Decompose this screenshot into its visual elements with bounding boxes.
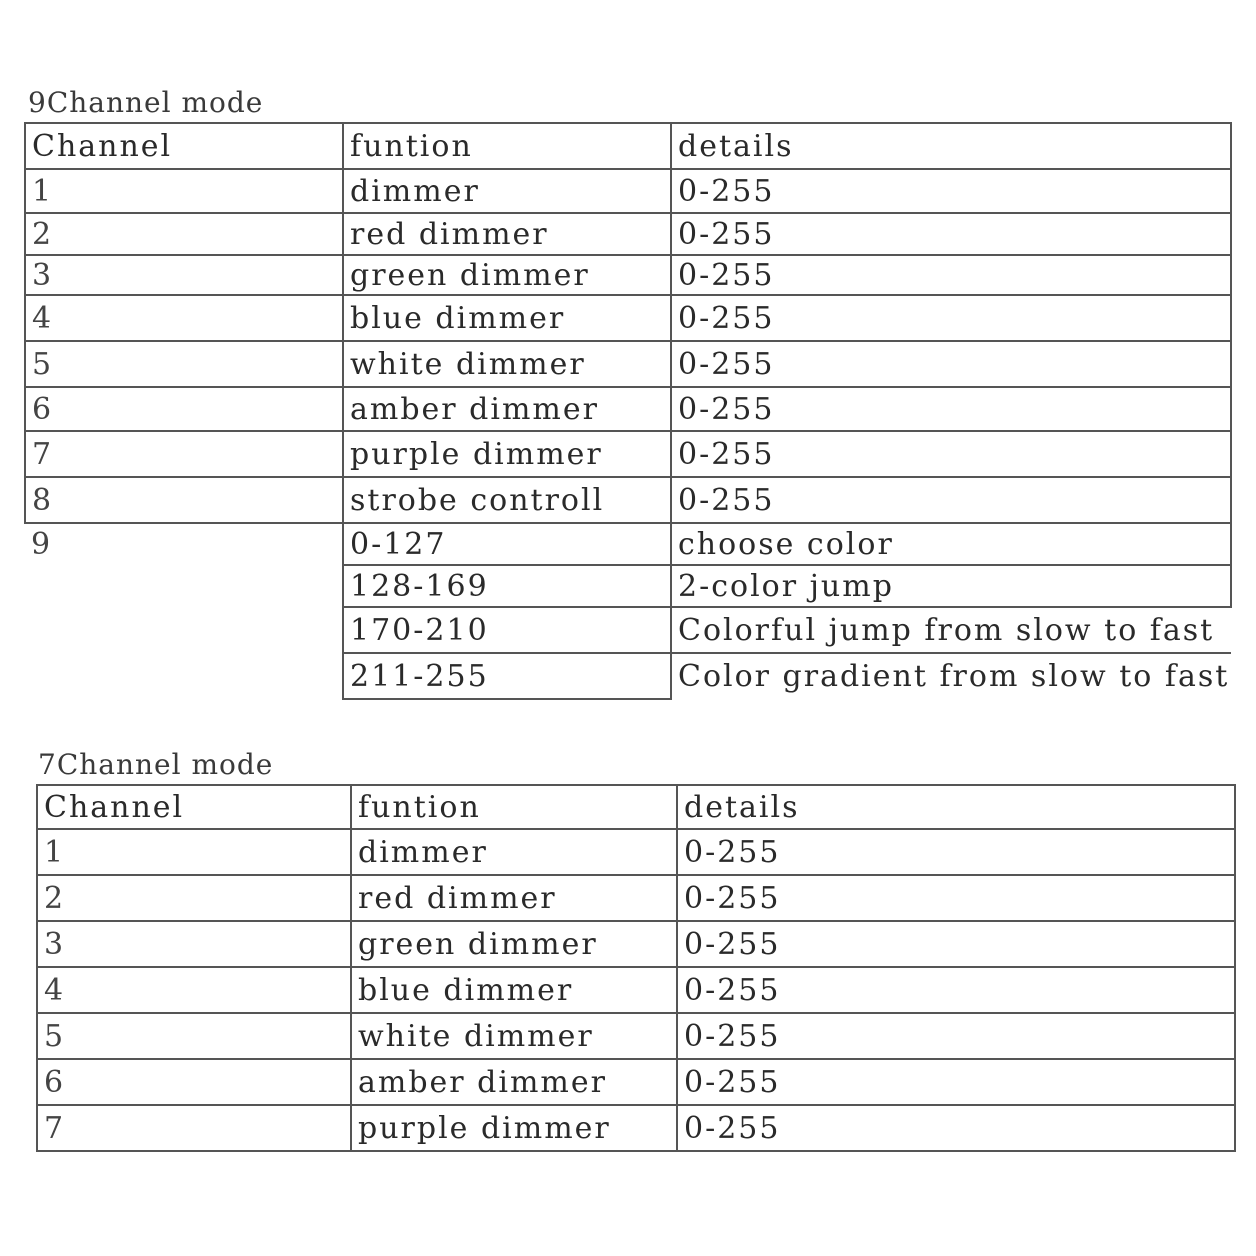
details-cell: 0-255 <box>671 295 1231 341</box>
range-cell: 0-127 <box>343 523 671 565</box>
details-cell: 0-255 <box>677 967 1235 1013</box>
function-cell: red dimmer <box>351 875 677 921</box>
channel-cell: 6 <box>37 1059 351 1105</box>
details-cell: 0-255 <box>671 387 1231 431</box>
table-row <box>25 341 1231 387</box>
range-cell: 170-210 <box>343 607 671 653</box>
function-cell: white dimmer <box>351 1013 677 1059</box>
function-cell: white dimmer <box>343 341 671 387</box>
details-cell: 0-255 <box>671 255 1231 295</box>
channel-cell: 1 <box>37 829 351 875</box>
channel-cell: 5 <box>25 341 343 387</box>
details-cell: 0-255 <box>671 341 1231 387</box>
function-cell: dimmer <box>351 829 677 875</box>
empty-cell <box>25 607 343 653</box>
channel-cell: 3 <box>25 255 343 295</box>
table-header-row <box>25 123 1231 169</box>
empty-cell <box>25 653 343 699</box>
header-function: funtion <box>343 123 671 169</box>
details-cell: 0-255 <box>671 169 1231 213</box>
details-cell: 0-255 <box>677 921 1235 967</box>
range-cell: 211-255 <box>343 653 671 699</box>
function-cell: purple dimmer <box>343 431 671 477</box>
table-row <box>25 431 1231 477</box>
table-row <box>25 523 1231 565</box>
range-cell: 128-169 <box>343 565 671 607</box>
table-row <box>25 653 1231 699</box>
details-cell: Color gradient from slow to fast <box>671 653 1231 699</box>
channel-cell: 4 <box>37 967 351 1013</box>
seven-channel-table <box>36 784 1236 1152</box>
table-row <box>37 1105 1235 1151</box>
channel-cell: 2 <box>37 875 351 921</box>
function-cell: blue dimmer <box>351 967 677 1013</box>
table-row <box>25 295 1231 341</box>
details-cell: 0-255 <box>671 431 1231 477</box>
channel-cell: 1 <box>25 169 343 213</box>
details-cell: 0-255 <box>671 213 1231 255</box>
channel-cell: 7 <box>25 431 343 477</box>
channel-cell: 5 <box>37 1013 351 1059</box>
function-cell: purple dimmer <box>351 1105 677 1151</box>
details-cell: 0-255 <box>671 477 1231 523</box>
channel-cell: 4 <box>25 295 343 341</box>
details-cell: choose color <box>671 523 1231 565</box>
details-cell: Colorful jump from slow to fast <box>671 607 1231 653</box>
empty-cell <box>25 565 343 607</box>
details-cell: 0-255 <box>677 1105 1235 1151</box>
header-function: funtion <box>351 785 677 829</box>
table-row <box>37 967 1235 1013</box>
channel-cell: 6 <box>25 387 343 431</box>
table-row <box>37 921 1235 967</box>
table-header-row <box>37 785 1235 829</box>
function-cell: amber dimmer <box>343 387 671 431</box>
table-row <box>25 169 1231 213</box>
table-row <box>37 829 1235 875</box>
function-cell: dimmer <box>343 169 671 213</box>
function-cell: amber dimmer <box>351 1059 677 1105</box>
details-cell: 0-255 <box>677 829 1235 875</box>
table-row <box>25 477 1231 523</box>
table-row <box>37 875 1235 921</box>
nine-channel-table <box>24 122 1232 700</box>
function-cell: red dimmer <box>343 213 671 255</box>
table-row <box>25 565 1231 607</box>
header-details: details <box>677 785 1235 829</box>
details-cell: 0-255 <box>677 1013 1235 1059</box>
details-cell: 0-255 <box>677 875 1235 921</box>
function-cell: green dimmer <box>351 921 677 967</box>
function-cell: green dimmer <box>343 255 671 295</box>
seven-channel-mode-title: 7Channel mode <box>38 748 274 781</box>
table-row <box>37 1013 1235 1059</box>
details-cell: 2-color jump <box>671 565 1231 607</box>
channel-cell: 7 <box>37 1105 351 1151</box>
function-cell: blue dimmer <box>343 295 671 341</box>
header-details: details <box>671 123 1231 169</box>
table-row <box>25 213 1231 255</box>
channel-cell: 2 <box>25 213 343 255</box>
channel-cell: 8 <box>25 477 343 523</box>
header-channel: Channel <box>25 123 343 169</box>
header-channel: Channel <box>37 785 351 829</box>
function-cell: strobe controll <box>343 477 671 523</box>
table-row <box>25 387 1231 431</box>
details-cell: 0-255 <box>677 1059 1235 1105</box>
nine-channel-mode-title: 9Channel mode <box>28 86 264 119</box>
channel-cell: 9 <box>25 523 343 565</box>
channel-cell: 3 <box>37 921 351 967</box>
table-row <box>37 1059 1235 1105</box>
table-row <box>25 607 1231 653</box>
table-row <box>25 255 1231 295</box>
